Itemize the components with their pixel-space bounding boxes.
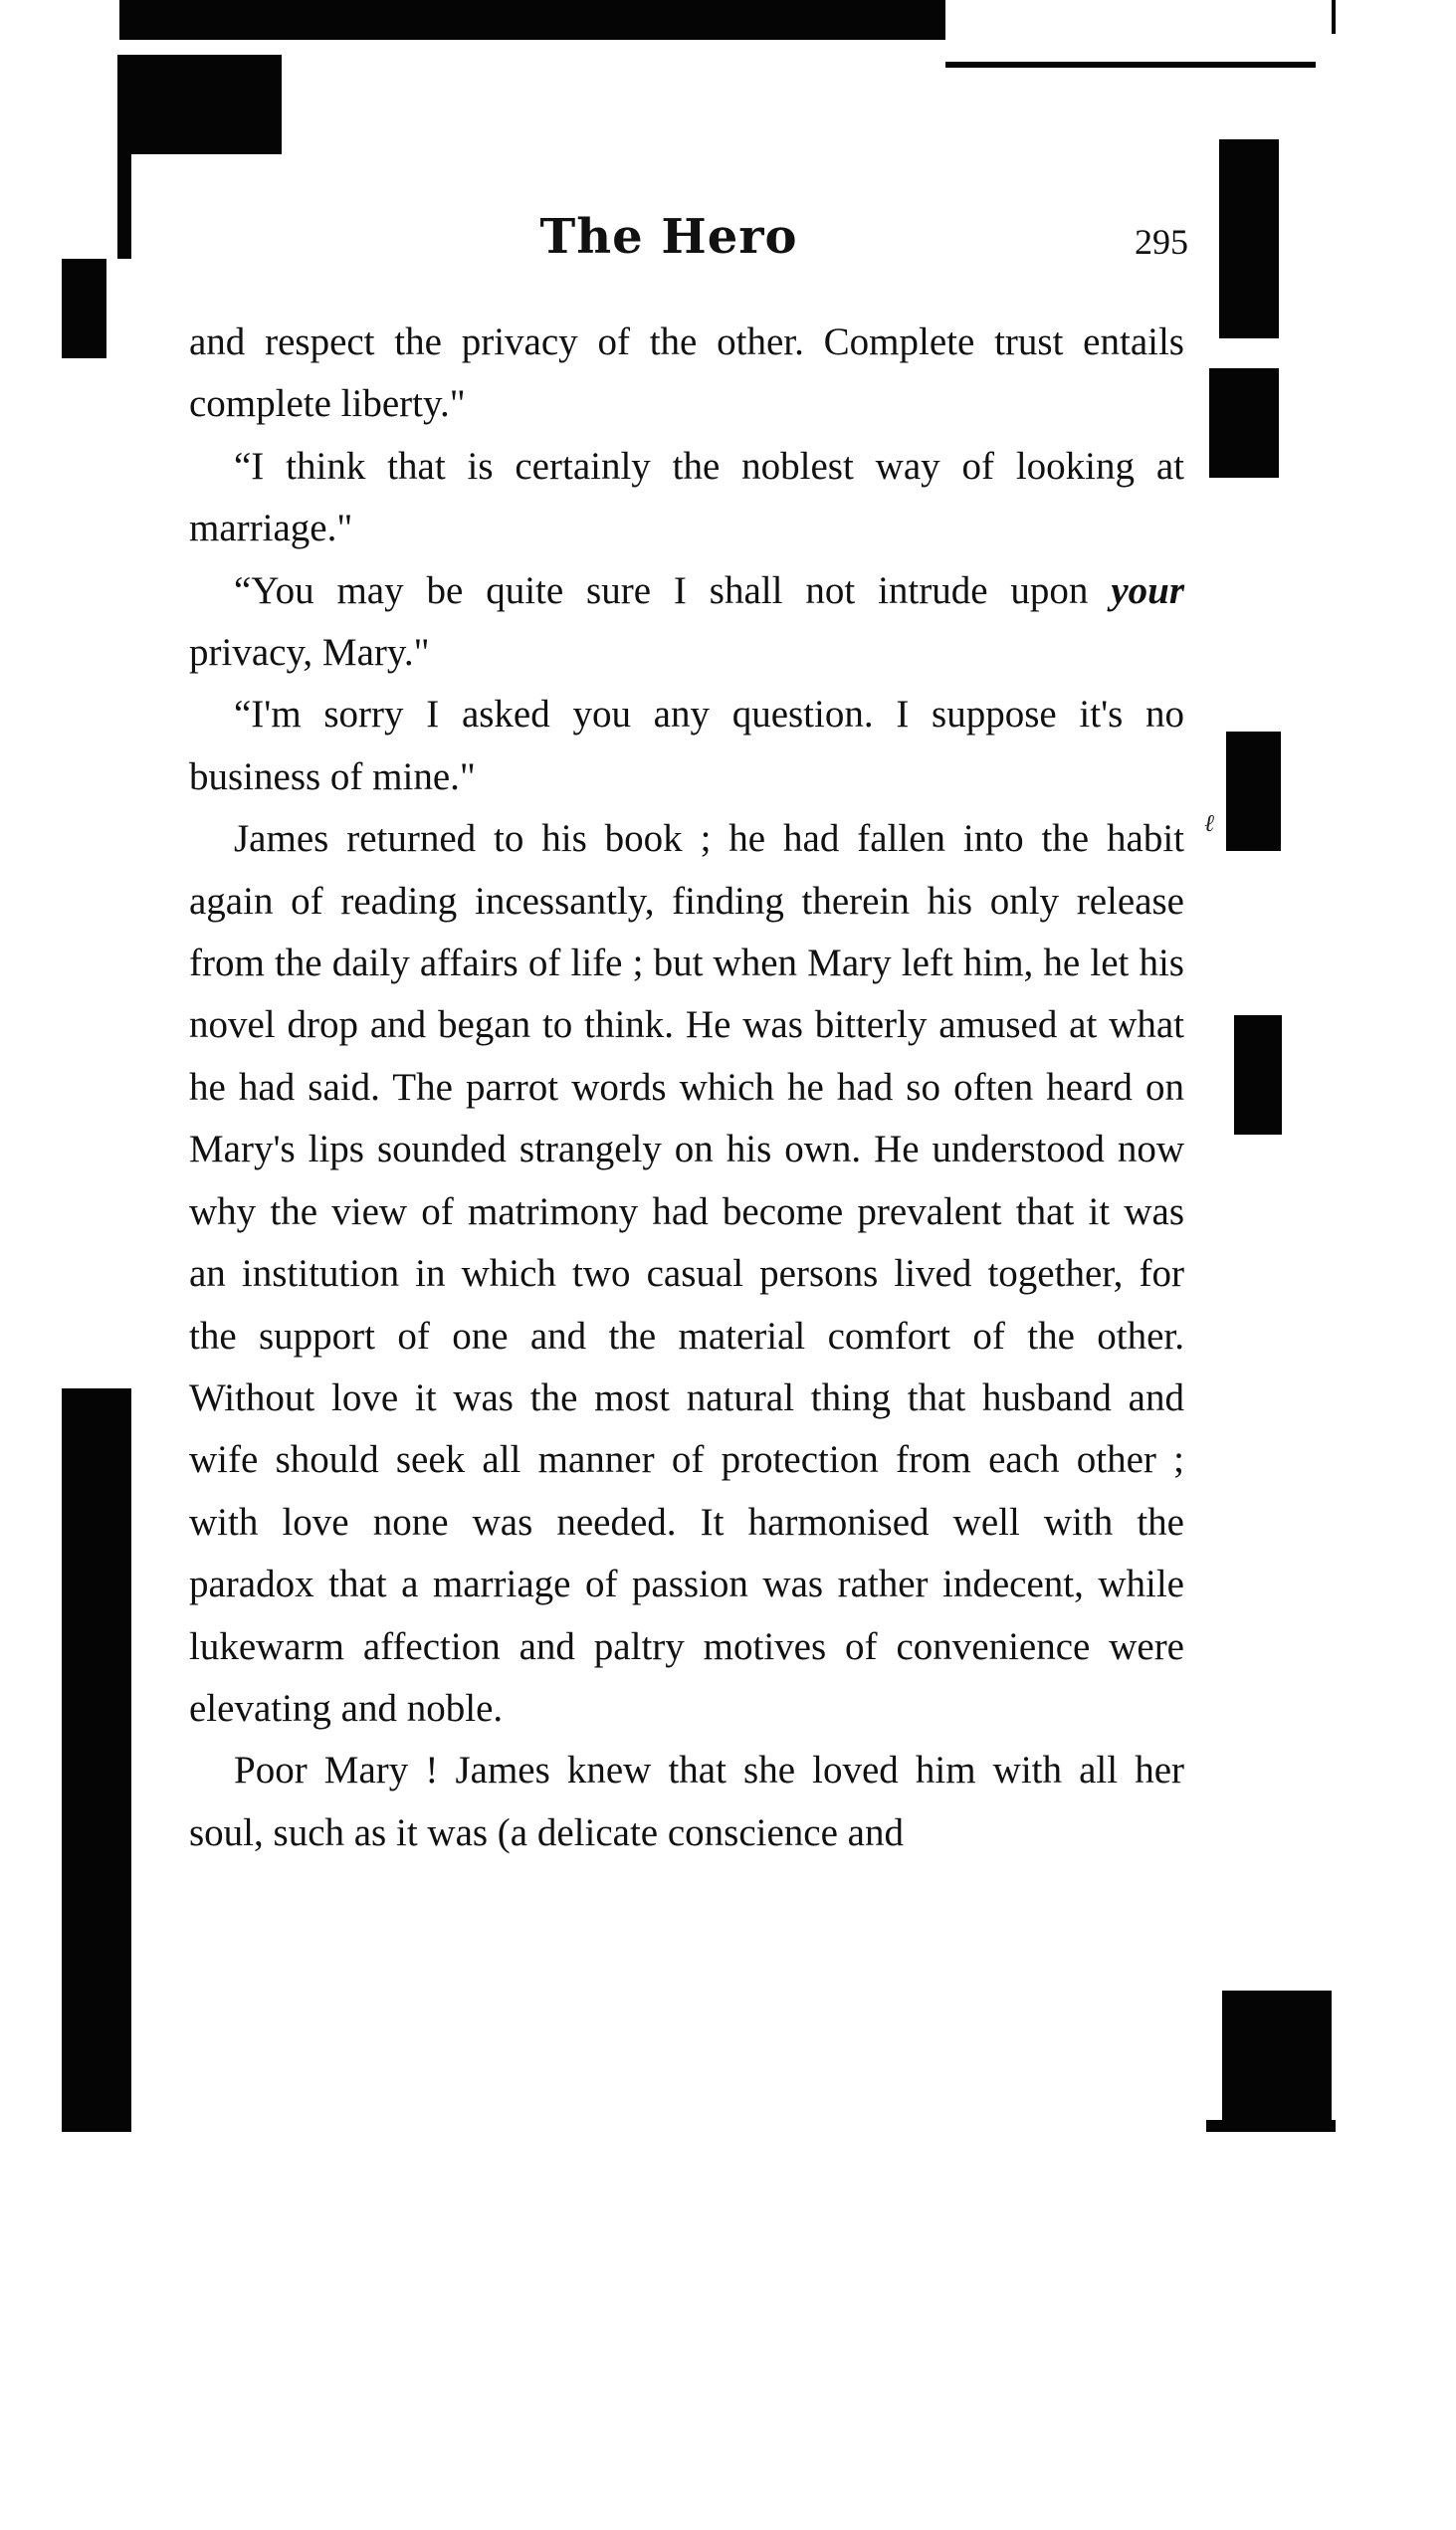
scan-border-bottom-right — [1222, 1991, 1332, 2130]
scan-border-right-3 — [1226, 732, 1281, 851]
paragraph-text-before: “You may be quite sure I shall not intrude upon — [234, 568, 1112, 612]
paragraph: James returned to his book ; he had fallen into the habit again of reading incessantly, finding therein his only release from the daily affairs of life ; but when Mary left him, he let his novel drop and began to think. He was bitterly amused at what he had said. The parrot words which he had so often heard on Mary's lips sounded strangely on his own. He understood now why the view of matrimony had become prevalent that it was an institution in which two casual persons lived together, for the support of one and the material comfort of the other. Without love it was the most natural thing that husband and wife should seek all manner of protection from each other ; with love none was needed. It harmonised well with the paradox that a marriage of passion was rather indecent, while lukewarm affection and paltry motives of convenience were elevating and noble. — [189, 817, 1184, 1730]
paragraph: “I think that is certainly the noblest way of looking at marriage." — [189, 444, 1184, 550]
scan-border-right-4 — [1234, 1015, 1282, 1135]
scan-border-top — [119, 0, 945, 40]
paragraph — [189, 560, 1184, 685]
scan-border-right-2 — [1209, 368, 1279, 478]
body-text — [189, 312, 1184, 1864]
paragraph-emphasis: your — [1111, 568, 1184, 612]
scan-border-right-1 — [1219, 139, 1279, 338]
running-head-title: The Hero — [539, 209, 798, 265]
margin-mark: ℓ — [1204, 811, 1214, 837]
page-number: 295 — [1135, 222, 1188, 262]
scan-border-top-right-tick — [1332, 0, 1336, 34]
running-head — [131, 209, 1206, 289]
paragraph: Poor Mary ! James knew that she loved him with all her soul, such as it was (a delicate conscience and — [189, 1749, 1184, 1854]
paragraph: and respect the privacy of the other. Complete trust entails complete liberty." — [189, 320, 1184, 426]
paragraph: “I'm sorry I asked you any question. I suppose it's no business of mine." — [189, 693, 1184, 798]
paragraph-text-after: privacy, Mary." — [189, 631, 430, 675]
scan-border-top-line — [945, 62, 1316, 68]
scan-border-left-tab — [62, 259, 106, 358]
